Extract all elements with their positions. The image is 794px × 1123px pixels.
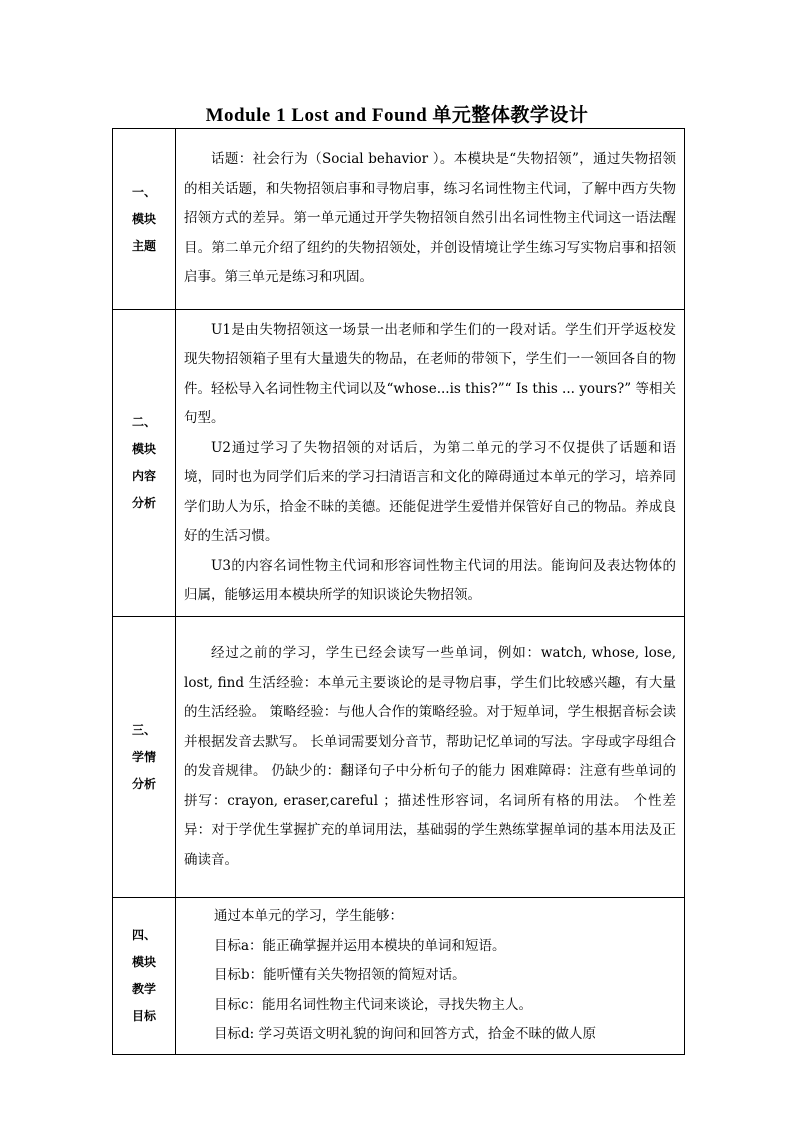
section-label: 一、 模块 主题 xyxy=(113,129,176,310)
section-label: 四、 模块 教学 目标 xyxy=(113,898,176,1055)
table-row xyxy=(113,129,685,310)
section-content xyxy=(176,898,685,1055)
section-content xyxy=(176,617,685,898)
paragraph: 通过本单元的学习，学生能够： xyxy=(214,908,403,925)
page-title: Module 1 Lost and Found 单元整体教学设计 xyxy=(205,105,589,126)
objective-item: 目标b：能听懂有关失物招领的简短对话。 xyxy=(214,967,466,984)
paragraph: U2通过学习了失物招领的对话后，为第二单元的学习不仅提供了话题和语境，同时也为同学们后来的学习扫清语言和文化的障碍通过本单元的学习，培养同学们助人为乐，拾金不昧的美德。还能促进学生爱惜并保管好自己的物品。养成良好的生活习惯。 xyxy=(184,439,676,544)
section-label: 三、 学情 分析 xyxy=(113,617,176,898)
table-row xyxy=(113,617,685,898)
section-content xyxy=(176,310,685,617)
table-row xyxy=(113,310,685,617)
objective-item: 目标c：能用名词性物主代词来谈论，寻找失物主人。 xyxy=(214,996,533,1013)
section-label: 二、 模块 内容 分析 xyxy=(113,310,176,617)
objective-item: 目标a：能正确掌握并运用本模块的单词和短语。 xyxy=(214,937,506,954)
objective-item: 目标d: 学习英语文明礼貌的询问和回答方式，拾金不昧的做人原 xyxy=(214,1026,596,1043)
paragraph: 经过之前的学习，学生已经会读写一些单词，例如：watch, whose, lose, lost, find 生活经验：本单元主要谈论的是寻物启事，学生们比较感兴趣，有大量的生活经验。 策略经验：与他人合作的策略经验。对于短单词，学生根据音标会读并根据发音去默写。 长单词需要划分音节，帮助记忆单词的写法。字母或字母组合的发音规律。 仍缺少的：翻译句子中分析句子的能力 困难障碍：注意有些单词的拼写：crayon, eraser,careful ；描述性形容词，名词所有格的用法。 个性差异：对于学优生掌握扩充的单词用法，基础弱的学生熟练掌握单词的基本用法及正确读音。 xyxy=(184,645,676,868)
section-content xyxy=(176,129,685,310)
paragraph: 话题：社会行为（Social behavior ）。本模块是“失物招领”，通过失物招领的相关话题，和失物招领启事和寻物启事，练习名词性物主代词，了解中西方失物招领方式的差异。第一单元通过开学失物招领自然引出名词性物主代词这一语法醒目。第二单元介绍了纽约的失物招领处，并创设情境让学生练习写实物启事和招领启事。第三单元是练习和巩固。 xyxy=(184,151,676,286)
table-row xyxy=(113,898,685,1055)
design-table xyxy=(112,128,685,1055)
paragraph: U1是由失物招领这一场景一出老师和学生们的一段对话。学生们开学返校发现失物招领箱子里有大量遗失的物品，在老师的带领下，学生们一一领回各自的物件。轻松导入名词性物主代词以及“whose...is this?”“ Is this ... yours?” 等相关句型。 xyxy=(184,321,676,426)
paragraph: U3的内容名词性物主代词和形容词性物主代词的用法。能询问及表达物体的归属，能够运用本模块所学的知识谈论失物招领。 xyxy=(184,557,676,603)
